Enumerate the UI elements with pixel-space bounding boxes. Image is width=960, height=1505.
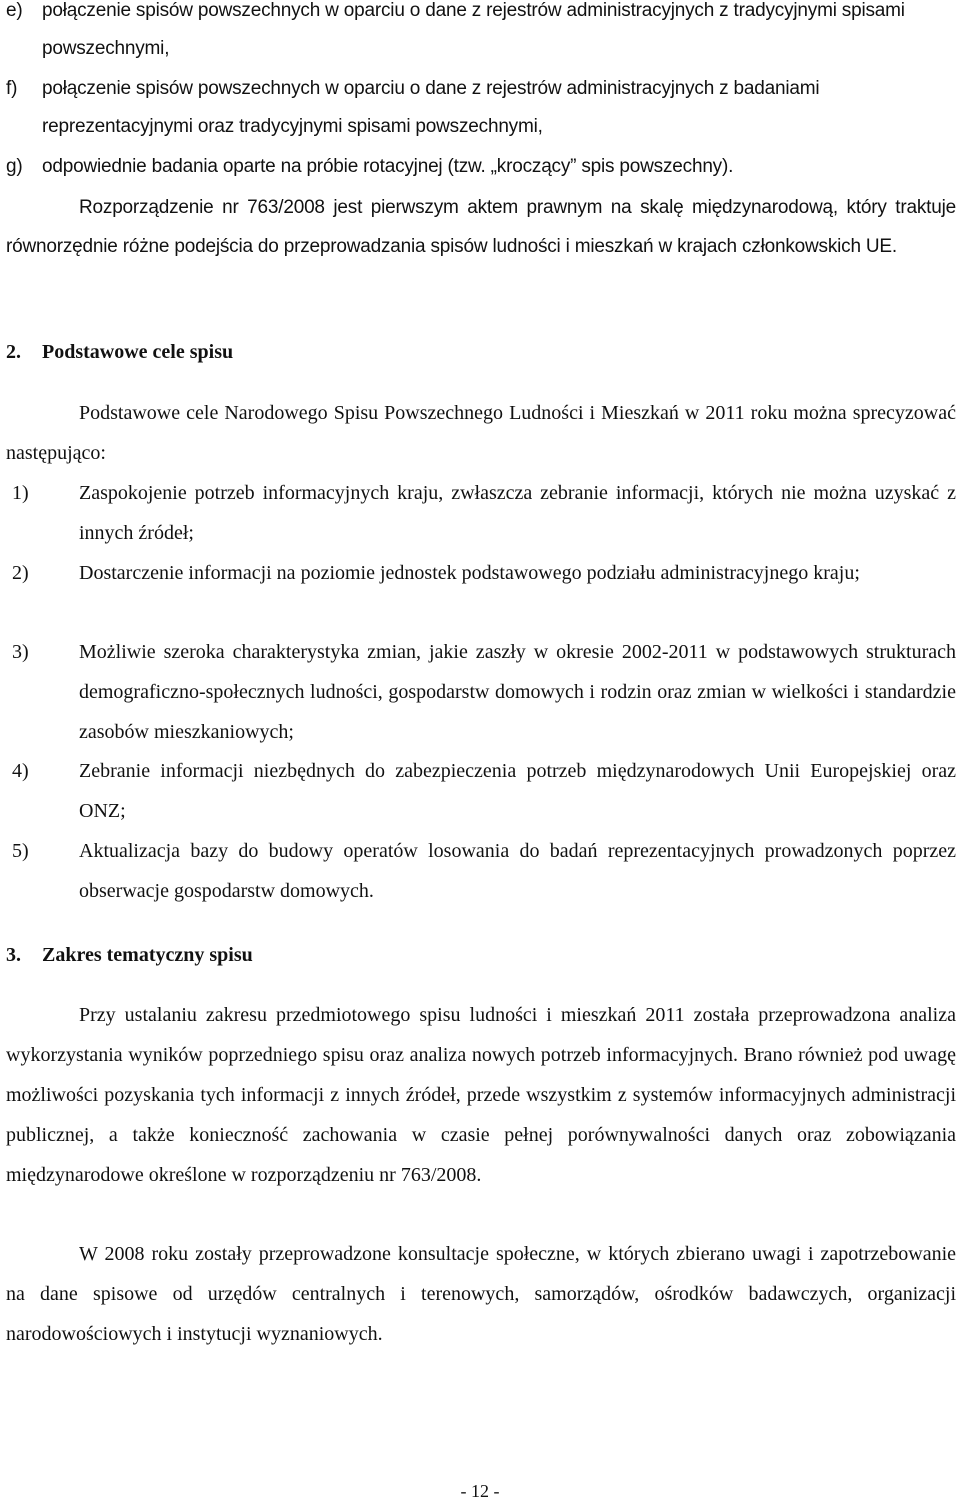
list-marker: f) bbox=[6, 78, 18, 99]
list-item bbox=[6, 632, 956, 752]
list-item-text: Aktualizacja bazy do budowy operatów losowania do badań reprezentacyjnych prowadzonych poprzez obserwacje gospodarstw domowych. bbox=[79, 840, 956, 902]
list-marker: 5) bbox=[12, 840, 29, 862]
section-heading bbox=[6, 341, 233, 364]
regulation-paragraph: Rozporządzenie nr 763/2008 jest pierwszym aktem prawnym na skalę międzynarodową, który traktuje równorzędnie różne podejścia do przeprowadzania spisów ludności i mieszkań w krajach członkowskich UE. bbox=[6, 197, 956, 257]
list-marker: 1) bbox=[12, 482, 29, 504]
section-paragraph: W 2008 roku zostały przeprowadzone konsultacje społeczne, w których zbierano uwagi i zapotrzebowanie na dane spisowe od urzędów centralnych i terenowych, samorządów, ośrodków badawczych, organizacji narodowościowych i instytucji wyznaniowych. bbox=[6, 1243, 956, 1345]
list-item-text: odpowiednie badania oparte na próbie rotacyjnej (tzw. „kroczący” spis powszechny). bbox=[42, 156, 734, 177]
list-item bbox=[6, 751, 956, 831]
list-item bbox=[6, 553, 956, 593]
list-item bbox=[6, 70, 956, 146]
section-paragraph: Przy ustalaniu zakresu przedmiotowego spisu ludności i mieszkań 2011 została przeprowadzona analiza wykorzystania wyników poprzedniego spisu oraz analiza nowych potrzeb informacyjnych. Brano również pod uwagę możliwości pozyskania tych informacji z innych źródeł, przede wszystkim z systemów informacyjnych administracji publicznej, a także konieczność zachowania w czasie pełnej porównywalności danych oraz zobowiązania międzynarodowe określone w rozporządzeniu nr 763/2008. bbox=[6, 1004, 956, 1186]
section-number: 2. bbox=[6, 341, 21, 363]
list-item bbox=[6, 831, 956, 911]
list-item-text: połączenie spisów powszechnych w oparciu o dane z rejestrów administracyjnych z badaniami reprezentacyjnymi oraz tradycyjnymi spisami powszechnymi, bbox=[42, 78, 820, 137]
list-item-text: połączenie spisów powszechnych w oparciu o dane z rejestrów administracyjnych z tradycyjnymi spisami powszechnymi, bbox=[42, 0, 905, 59]
list-item bbox=[6, 0, 956, 68]
list-marker: 4) bbox=[12, 760, 29, 782]
list-marker: e) bbox=[6, 0, 23, 21]
list-item-text: Zebranie informacji niezbędnych do zabezpieczenia potrzeb międzynarodowych Unii Europejskiej oraz ONZ; bbox=[79, 760, 956, 822]
list-item-text: Możliwie szeroka charakterystyka zmian, jakie zaszły w okresie 2002-2011 w podstawowych strukturach demograficzno-społecznych ludności, gospodarstw domowych i rodzin oraz zmian w wielkości i standardzie zasobów mieszkaniowych; bbox=[79, 641, 956, 743]
section-intro: Podstawowe cele Narodowego Spisu Powszechnego Ludności i Mieszkań w 2011 roku można sprecyzować następująco: bbox=[6, 402, 956, 464]
list-marker: 3) bbox=[12, 641, 29, 663]
section-title: Podstawowe cele spisu bbox=[42, 341, 234, 363]
section-number: 3. bbox=[6, 944, 21, 966]
list-marker: g) bbox=[6, 156, 23, 177]
section-heading bbox=[6, 944, 253, 967]
list-item bbox=[6, 473, 956, 553]
page-number: - 12 - bbox=[460, 1481, 500, 1501]
list-item-text: Dostarczenie informacji na poziomie jednostek podstawowego podziału administracyjnego kraju; bbox=[79, 562, 860, 584]
list-item bbox=[6, 148, 956, 186]
list-marker: 2) bbox=[12, 562, 29, 584]
section-title: Zakres tematyczny spisu bbox=[42, 944, 253, 966]
list-item-text: Zaspokojenie potrzeb informacyjnych kraju, zwłaszcza zebranie informacji, których nie można uzyskać z innych źródeł; bbox=[79, 482, 956, 544]
